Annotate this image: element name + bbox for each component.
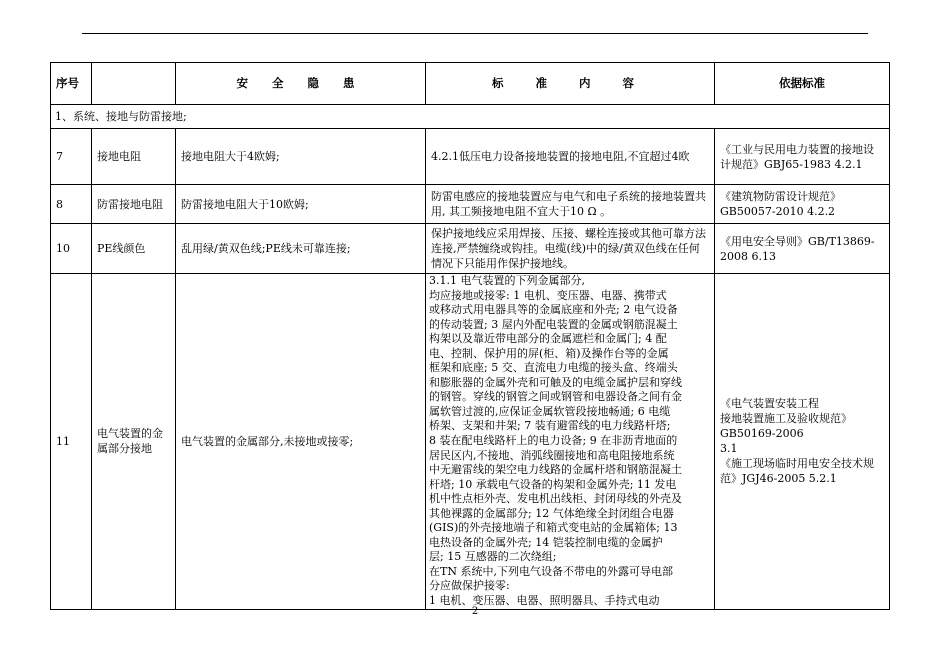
row-item: PE线颜色 <box>92 224 176 274</box>
row-content: 4.2.1低压电力设备接地装置的接地电阻,不宜超过4欧 <box>426 129 715 185</box>
page-number: 2 <box>471 606 479 617</box>
section-title: 1、系统、接地与防雷接地; <box>51 105 890 129</box>
table-row <box>51 129 890 185</box>
row-item: 电气装置的金属部分接地 <box>92 274 176 610</box>
row-content: 保护接地线应采用焊接、压接、螺栓连接或其他可靠方法连接,严禁缠绕或钩挂。电缆(线)中的绿/黄双色线在任何情况下只能用作保护接地线。 <box>426 224 715 274</box>
content-line: 层; 15 互感器的二次绕组; <box>429 550 557 564</box>
row-item: 防雷接地电阻 <box>92 185 176 224</box>
row-item: 接地电阻 <box>92 129 176 185</box>
row-basis: 《用电安全导则》GB/T13869-2008 6.13 <box>715 224 890 274</box>
row-content: 防雷电感应的接地装置应与电气和电子系统的接地装置共用, 其工频接地电阻不宜大于10 Ω 。 <box>426 185 715 224</box>
content-line: 属软管过渡的,应保证金属软管段接地畅通; 6 电缆 <box>429 404 671 418</box>
content-line: 其他裸露的金属部分; 12 气体绝缘全封闭组合电器 <box>429 506 674 520</box>
content-line: 和膨胀器的金属外壳和可触及的电缆金属护层和穿线 <box>429 375 682 389</box>
content-line: 均应接地或接零: 1 电机、变压器、电器、携带式 <box>429 288 667 302</box>
table-row <box>51 224 890 274</box>
header-basis: 依据标准 <box>715 63 890 105</box>
content-line: 机中性点柜外壳、发电机出线柜、封闭母线的外壳及 <box>429 492 682 506</box>
content-line: 框架和底座; 5 交、直流电力电缆的接头盒、终端头 <box>429 361 678 375</box>
content-line: 1 电机、变压器、电器、照明器具、手持式电动 <box>429 594 660 608</box>
hazard-standards-table <box>50 62 890 610</box>
header-no: 序号 <box>51 63 92 105</box>
row-no: 11 <box>51 274 92 610</box>
content-line: 或移动式用电器具等的金属底座和外壳; 2 电气设备 <box>429 303 678 317</box>
basis-line: 接地装置施工及验收规范》GB50169-2006 <box>720 412 852 441</box>
content-line: 3.1.1 电气装置的下列金属部分, <box>429 274 585 287</box>
content-line: (GIS)的外壳接地端子和箱式变电站的金属箱体; 13 <box>429 521 678 535</box>
header-hazard: 安 全 隐 患 <box>176 63 426 105</box>
row-hazard: 电气装置的金属部分,未接地或接零; <box>176 274 426 610</box>
row-no: 7 <box>51 129 92 185</box>
header-content: 标 准 内 容 <box>426 63 715 105</box>
header-rule <box>82 33 868 34</box>
content-line: 在TN 系统中,下列电气设备不带电的外露可导电部 <box>429 564 673 578</box>
basis-line: 3.1 <box>720 442 738 456</box>
row-content <box>426 274 715 610</box>
table-row <box>51 185 890 224</box>
row-hazard: 接地电阻大于4欧姆; <box>176 129 426 185</box>
content-line: 电热设备的金属外壳; 14 铠装控制电缆的金属护 <box>429 535 663 549</box>
row-hazard: 乱用绿/黄双色线;PE线未可靠连接; <box>176 224 426 274</box>
content-line: 的传动装置; 3 屋内外配电装置的金属或钢筋混凝土 <box>429 317 678 331</box>
table-row <box>51 274 890 610</box>
content-line: 桥架、支架和井架; 7 装有避雷线的电力线路杆塔; <box>429 419 671 433</box>
row-basis: 《工业与民用电力装置的接地设计规范》GBJ65-1983 4.2.1 <box>715 129 890 185</box>
table-header-row <box>51 63 890 105</box>
content-line: 中无避雷线的架空电力线路的金属杆塔和钢筋混凝土 <box>429 463 682 477</box>
row-basis <box>715 274 890 610</box>
content-line: 杆塔; 10 承载电气设备的构架和金属外壳; 11 发电 <box>429 477 677 491</box>
row-hazard: 防雷接地电阻大于10欧姆; <box>176 185 426 224</box>
row-no: 8 <box>51 185 92 224</box>
section-row <box>51 105 890 129</box>
content-line: 居民区内,不接地、消弧线圈接地和高电阻接地系统 <box>429 448 675 462</box>
header-item <box>92 63 176 105</box>
content-line: 电、控制、保护用的屏(柜、箱)及操作台等的金属 <box>429 346 669 360</box>
content-line: 8 装在配电线路杆上的电力设备; 9 在非沥青地面的 <box>429 434 678 448</box>
row-basis: 《建筑物防雷设计规范》GB50057-2010 4.2.2 <box>715 185 890 224</box>
content-line: 构架以及靠近带电部分的金属遮栏和金属门; 4 配 <box>429 332 667 346</box>
row-no: 10 <box>51 224 92 274</box>
basis-line: 《施工现场临时用电安全技术规范》JGJ46-2005 5.2.1 <box>720 457 874 486</box>
content-line: 分应做保护接零: <box>429 579 510 593</box>
content-line: 的钢管。穿线的钢管之间或钢管和电器设备之间有金 <box>429 390 682 404</box>
basis-line: 《电气装置安装工程 <box>720 397 819 411</box>
